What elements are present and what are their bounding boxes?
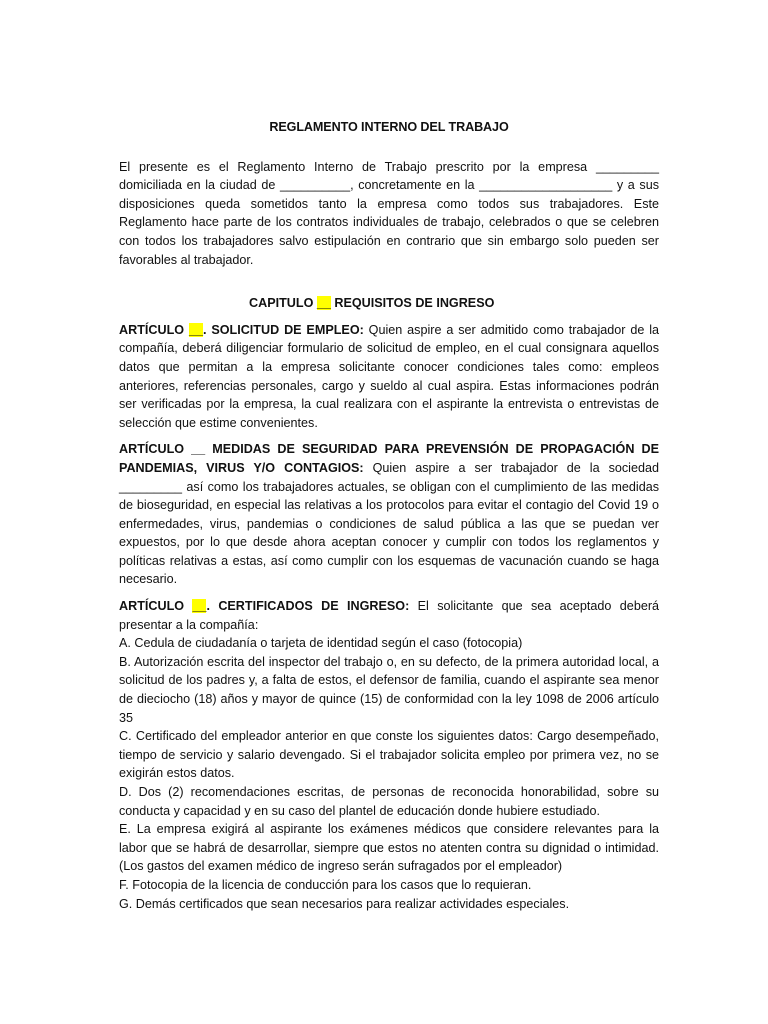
list-item-g: G. Demás certificados que sean necesarios para realizar actividades especiales. <box>119 896 570 911</box>
article-certificados-ingreso <box>119 597 659 913</box>
document-title: REGLAMENTO INTERNO DEL TRABAJO <box>269 120 509 134</box>
chapter-heading <box>249 294 659 313</box>
list-item-b: B. Autorización escrita del inspector del trabajo o, en su defecto, de la primera autoridad local, a solicitud de los padres y, a falta de estos, el defensor de familia, cuando el aspirante sea menor de dieciocho (18) años y mayor de quince (15) de conformidad con la ley 1098 de 2006 artículo 35 <box>119 654 659 725</box>
article-medidas-seguridad <box>119 440 659 589</box>
list-item-d: D. Dos (2) recomendaciones escritas, de personas de reconocida honorabilidad, sobre su conducta y capacidad y en su caso del plantel de educación donde hubiere estudiado. <box>119 785 659 818</box>
document-body <box>119 118 659 913</box>
article-body: El solicitante que sea aceptado deberá presentar a la compañía: <box>119 599 660 632</box>
chapter-prefix: CAPITULO <box>249 296 317 311</box>
list-item-f: F. Fotocopia de la licencia de conducción para los casos que lo requieran. <box>119 877 532 892</box>
article-prefix: ARTÍCULO <box>119 599 193 614</box>
article-prefix: ARTÍCULO <box>119 322 189 337</box>
list-item-c: C. Certificado del empleador anterior en que conste los siguientes datos: Cargo desempeñado, tiempo de servicio y salario devengado. Si el trabajador solicita empleo por primera vez, no se exigirán estos datos. <box>119 729 659 781</box>
article-body: Quien aspire a ser trabajador de la sociedad _________ así como los trabajadores actuales, se obligan con el cumplimiento de las medidas de bioseguridad, en especial las relativas a los protocolos para evitar el contagio del Covid 19 o enfermedades, virus, pandemias o condiciones de salud pública a las que se puedan ver expuestos, por lo que desde ahora aceptan conocer y cumplir con todos los reglamentos y políticas relativas a estas, así como cumplir con los esquemas de vacunación cuando se haga necesario. <box>119 460 659 587</box>
article-body: Quien aspire a ser admitido como trabajador de la compañía, deberá diligenciar formulario de solicitud de empleo, en el cual consignara aquellos datos que permitan a la empresa solicitante conocer condiciones tales como: empleos anteriores, referencias personales, cargo y sueldo al cual aspira. Estas informaciones podrán ser verificadas por la empresa, la cual realizara con el aspirante la entrevista o entrevistas de selección que estime convenientes. <box>119 322 659 430</box>
intro-paragraph: El presente es el Reglamento Interno de Trabajo prescrito por la empresa _________ domiciliada en la ciudad de __________, concretamente en la ___________________ y a sus disposiciones queda sometidos tanto la empresa como todos sus trabajadores. Este Reglamento hace parte de los contratos individuales de trabajo, celebrados o que se celebren con todos los trabajadores salvo estipulación en contrario que sin embargo solo pueden ser favorables al trabajador. <box>119 159 659 267</box>
article-heading: . CERTIFICADOS DE INGRESO: <box>206 599 410 614</box>
list-item-a: A. Cedula de ciudadanía o tarjeta de identidad según el caso (fotocopia) <box>119 636 523 651</box>
list-item-e: E. La empresa exigirá al aspirante los exámenes médicos que considere relevantes para la labor que se habrá de desarrollar, siempre que estos no atenten contra su dignidad o intimidad. (Los gastos del examen médico de ingreso serán sufragados por el empleador) <box>119 822 659 874</box>
article-intro-line <box>119 597 659 634</box>
article-solicitud-empleo <box>119 321 659 433</box>
chapter-number-blank: __ <box>316 296 331 311</box>
article-heading: . SOLICITUD DE EMPLEO: <box>202 322 364 337</box>
article-number-blank: __ <box>192 599 207 614</box>
chapter-title: REQUISITOS DE INGRESO <box>330 296 495 311</box>
article-number-blank: __ <box>188 322 203 337</box>
article-heading: ARTÍCULO __ MEDIDAS DE SEGURIDAD PARA PREVENSIÓN DE PROPAGACIÓN DE PANDEMIAS, VIRUS Y/O CONTAGIOS: <box>119 442 659 475</box>
